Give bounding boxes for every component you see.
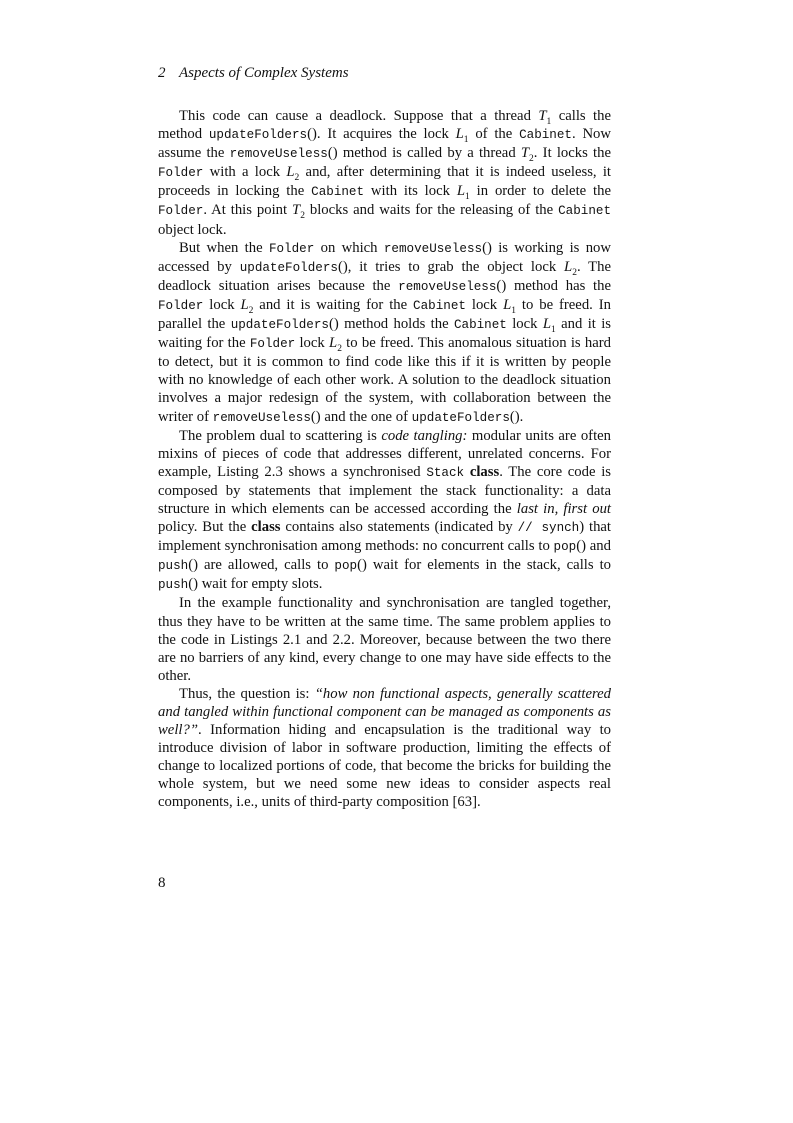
text-run: . The core code is composed by statements that implement the stack functionality: a data structure in which elements can be accessed according the bbox=[158, 463, 611, 517]
text-run: This code can cause a deadlock. Suppose that a thread bbox=[179, 108, 539, 124]
page-number: 8 bbox=[158, 875, 166, 891]
paragraph bbox=[158, 239, 611, 427]
code-identifier: push bbox=[158, 578, 189, 593]
code-identifier: Folder bbox=[158, 298, 204, 313]
text-run: with its lock bbox=[364, 183, 457, 200]
code-identifier: Folder bbox=[158, 166, 204, 181]
math-variable: T bbox=[520, 145, 530, 162]
text-run: modular units are often mixins of pieces of code that addresses different, unrelated concerns. For example, Listing 2.3 shows a synchronised bbox=[158, 427, 612, 480]
text-run: . At this point bbox=[203, 202, 293, 219]
text-run: . Information hiding and encapsulation is the traditional way to introduce division of labor in software production, limiting the effects of change to localized portions of code, that become the bricks for building the whole system, but we need some new ideas to consider aspects real components, i.e., units of third-party composition [63]. bbox=[158, 722, 611, 811]
text-run: contains also statements (indicated by bbox=[280, 519, 518, 536]
math-subscript: 1 bbox=[551, 324, 556, 335]
text-run: Thus, the question is: bbox=[179, 685, 315, 702]
emphasis: last in, first out bbox=[516, 500, 611, 517]
math-subscript: 1 bbox=[463, 135, 469, 146]
code-identifier: updateFolders bbox=[411, 410, 510, 425]
code-identifier: Stack bbox=[426, 465, 465, 480]
text-run: () method is called by a thread bbox=[327, 145, 521, 162]
math-variable: L bbox=[542, 316, 552, 333]
math-variable: L bbox=[456, 183, 466, 200]
chapter-number: 2 bbox=[158, 65, 166, 81]
paragraph bbox=[158, 427, 611, 595]
math-subscript: 2 bbox=[529, 154, 534, 165]
text-run: and, after determining that it is indeed useless, it proceeds in locking the bbox=[158, 164, 612, 200]
text-run: lock bbox=[465, 296, 504, 313]
code-identifier: updateFolders bbox=[230, 318, 329, 333]
math-subscript: 2 bbox=[300, 211, 305, 222]
math-variable: L bbox=[455, 126, 464, 143]
math-subscript: 2 bbox=[248, 305, 254, 316]
text-run: () wait for empty slots. bbox=[188, 576, 323, 593]
math-variable: T bbox=[538, 108, 547, 124]
emphasis: code tangling: bbox=[381, 427, 468, 444]
text-run: and it is waiting for the bbox=[253, 296, 414, 313]
text-run: () method has the bbox=[496, 277, 611, 294]
code-identifier: // synch bbox=[517, 521, 580, 536]
text-run: blocks and waits for the releasing of the bbox=[304, 202, 559, 219]
math-variable: L bbox=[564, 258, 573, 275]
code-identifier: pop bbox=[553, 540, 577, 555]
text-run: lock bbox=[506, 316, 543, 333]
bold-keyword: class bbox=[251, 519, 281, 536]
text-run: object lock. bbox=[158, 221, 227, 238]
math-subscript: 1 bbox=[546, 116, 552, 127]
code-identifier: removeUseless bbox=[212, 410, 311, 425]
chapter-title: Aspects of Complex Systems bbox=[178, 65, 349, 81]
emphasis: “how non functional aspects, generally scattered and tangled within functional component can be managed as components as well?” bbox=[158, 685, 611, 739]
paragraph bbox=[158, 685, 611, 812]
code-identifier: Cabinet bbox=[453, 318, 507, 333]
text-run: (). bbox=[509, 408, 524, 425]
bold-keyword: class bbox=[469, 463, 500, 480]
code-identifier: Folder bbox=[268, 241, 315, 256]
text-run: () are allowed, calls to bbox=[188, 557, 335, 574]
text-run: () wait for elements in the stack, calls to bbox=[357, 557, 611, 574]
math-variable: L bbox=[240, 296, 249, 313]
text-run: (), it tries to grab the object lock bbox=[337, 258, 565, 275]
text-run: ) that implement synchronisation among methods: no concurrent calls to bbox=[158, 519, 612, 555]
text-run: policy. But the bbox=[158, 519, 252, 536]
paragraph bbox=[158, 107, 611, 239]
body-text bbox=[158, 107, 611, 812]
math-variable: L bbox=[329, 335, 338, 352]
code-identifier: Folder bbox=[158, 204, 204, 219]
code-identifier: Folder bbox=[249, 337, 296, 352]
text-run: of the bbox=[468, 126, 520, 143]
math-variable: L bbox=[503, 296, 512, 313]
text-run: on which bbox=[314, 239, 384, 256]
text-run: to be freed. This anomalous situation is hard to detect, but it is common to find code like this if it is written by people with no knowledge of each other work. A solution to the deadlock situation involves a major redesign of the system, with collaboration between the writer of bbox=[158, 335, 611, 425]
text-run: lock bbox=[203, 296, 241, 313]
math-subscript: 2 bbox=[572, 267, 577, 278]
text-run: to be freed. In parallel the bbox=[158, 296, 611, 333]
text-run: (). It acquires the lock bbox=[307, 126, 456, 143]
code-identifier: pop bbox=[334, 559, 358, 574]
code-identifier: Cabinet bbox=[413, 298, 466, 313]
math-subscript: 2 bbox=[337, 344, 342, 355]
math-variable: L bbox=[286, 164, 295, 181]
math-variable: T bbox=[292, 202, 301, 219]
text-run: . It locks the bbox=[533, 145, 611, 162]
code-identifier: removeUseless bbox=[383, 241, 483, 256]
running-head bbox=[158, 65, 349, 82]
text-run: The problem dual to scattering is bbox=[179, 427, 382, 444]
text-run: () and bbox=[576, 538, 611, 555]
text-run: But when the bbox=[179, 239, 269, 256]
text-run: () and the one of bbox=[310, 408, 412, 425]
text-run: In the example functionality and synchronisation are tangled together, thus they have to be written at the same time. The same problem applies to the code in Listings 2.1 and 2.2. Moreover, because between the two there are no barriers of any kind, every change to one may have side effects to the other. bbox=[158, 595, 611, 684]
code-identifier: Cabinet bbox=[311, 185, 365, 200]
code-identifier: updateFolders bbox=[239, 260, 338, 275]
code-identifier: push bbox=[158, 559, 189, 574]
text-run: calls the method bbox=[158, 108, 611, 143]
code-identifier: Cabinet bbox=[519, 128, 572, 143]
code-identifier: updateFolders bbox=[208, 128, 308, 143]
paragraph bbox=[158, 594, 611, 684]
text-run: lock bbox=[295, 335, 330, 352]
code-identifier: Cabinet bbox=[558, 204, 611, 219]
text-run: () method holds the bbox=[328, 316, 454, 333]
code-identifier: removeUseless bbox=[398, 279, 497, 294]
text-run: . The deadlock situation arises because the bbox=[158, 258, 612, 294]
text-run: in order to delete the bbox=[469, 183, 612, 200]
code-identifier: removeUseless bbox=[229, 147, 328, 162]
math-subscript: 1 bbox=[465, 192, 470, 203]
text-run: . Now assume the bbox=[158, 126, 611, 162]
math-subscript: 1 bbox=[511, 305, 516, 316]
text-run: with a lock bbox=[203, 164, 287, 181]
text-run: and it is waiting for the bbox=[158, 316, 611, 352]
math-subscript: 2 bbox=[294, 173, 300, 184]
text-run: () is working is now accessed by bbox=[158, 239, 611, 275]
